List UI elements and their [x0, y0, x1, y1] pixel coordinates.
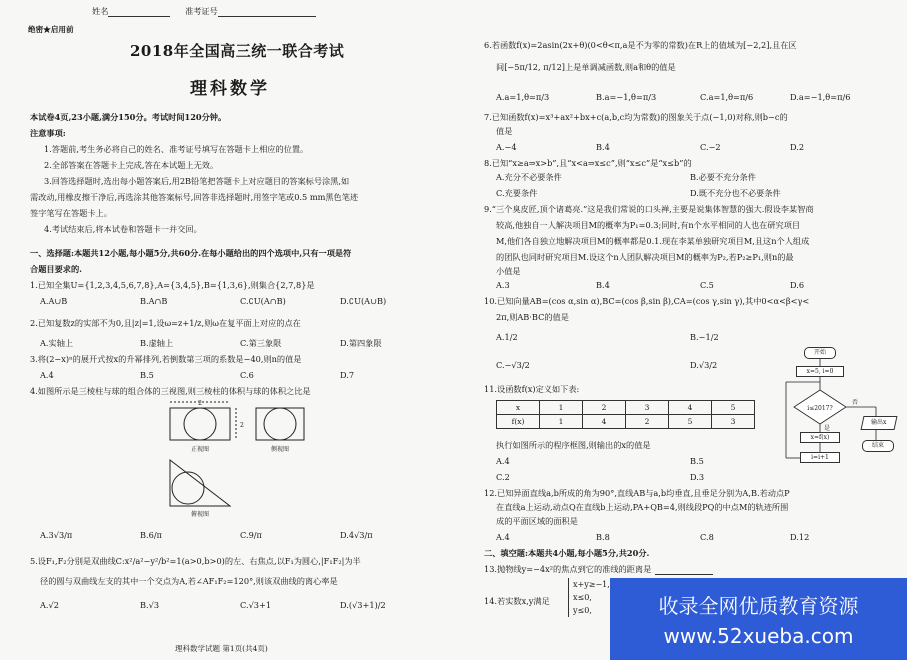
question-12-line2: 在直线a上运动,动点Q在直线b上运动,PA+QB=4,则线段PQ的中点M的轨迹所围 [496, 502, 789, 512]
table-cell: 1 [540, 415, 583, 429]
q1-option-b: B.A∩B [140, 296, 168, 306]
q2-option-c: C.第三象限 [240, 338, 282, 348]
flow-init: x=5, i=0 [796, 366, 844, 377]
exam-intro: 本试卷4页,23小题,满分150分。考试时间120分钟。 [30, 112, 227, 122]
question-8: 8.已知“x≥a⇒x>b”,且“x<a⇒x≤c”,则“x≤c”是“x≤b”的 [484, 158, 692, 168]
table-cell: 1 [540, 401, 583, 415]
top-view-circle [172, 472, 204, 504]
q3-option-d: D.7 [340, 370, 355, 380]
question-7-cont: 值是 [496, 126, 513, 136]
table-cell: f(x) [497, 415, 540, 429]
q6-option-a: A.a=1,θ=π/3 [496, 92, 550, 102]
note-4: 4.考试结束后,将本试卷和答题卡一并交回。 [44, 224, 202, 234]
question-5-cont: 径的圆与双曲线左支的其中一个交点为A,若∠AF₁F₂=120°,则该双曲线的离心率是 [40, 576, 338, 586]
q3-option-b: B.5 [140, 370, 154, 380]
q11-option-c: C.2 [496, 472, 510, 482]
q12-option-d: D.12 [790, 532, 810, 542]
flow-end: 结束 [862, 440, 894, 452]
q1-option-c: C.∁U(A∩B) [240, 296, 286, 306]
function-table [496, 400, 755, 429]
q8-option-a: A.充分不必要条件 [496, 172, 562, 182]
q4-option-d: D.4√3/π [340, 530, 373, 540]
q2-option-a: A.实轴上 [40, 338, 74, 348]
question-1: 1.已知全集U={1,2,3,4,5,6,7,8},A={3,4,5},B={1,3,6},则集合{2,7,8}是 [30, 280, 315, 290]
name-field [92, 6, 316, 17]
width-dim-label: 2 [198, 400, 202, 407]
section1-heading: 一、选择题:本题共12小题,每小题5分,共60分.在每小题给出的四个选项中,只有一项是符 [30, 248, 352, 258]
note-3-cont: 需改动,用橡皮擦干净后,再选涂其他答案标号,回答非选择题时,用签字笔或0.5 mm黑色笔迹 [30, 192, 359, 202]
note-1: 1.答题前,考生务必将自己的姓名、准考证号填写在答题卡上相应的位置。 [44, 144, 309, 154]
three-view-figure [160, 398, 320, 520]
question-6-cont: 间[−5π/12, π/12]上是单调减函数,则a和θ的值是 [496, 62, 676, 72]
front-view-rect [170, 408, 230, 440]
q5-option-a: A.√2 [40, 600, 59, 610]
table-cell: 3 [626, 401, 669, 415]
q1-option-d: D.∁U(A∪B) [340, 296, 387, 306]
q1-option-a: A.A∪B [40, 296, 68, 306]
q11-option-b: B.5 [690, 456, 704, 466]
side-view-circle [264, 408, 296, 440]
height-dim-label: 2 [240, 422, 244, 429]
question-13 [484, 564, 713, 575]
q5-option-b: B.√3 [140, 600, 160, 610]
question-10: 10.已知向量AB=(cos α,sin α),BC=(cos β,sin β),CA=(cos γ,sin γ),其中0<α<β<γ< [484, 296, 810, 306]
exam-title: 2018年全国高三统一联合考试 [130, 42, 345, 60]
question-12: 12.已知异面直线a,b所成的角为90°,直线AB与a,b均垂直,且垂足分别为A,B.若动点P [484, 488, 790, 498]
q2-option-b: B.虚轴上 [140, 338, 174, 348]
flow-output-label: 输出x [871, 419, 887, 426]
question-9-line3: M,他们各自独立地解决项目M的概率都是0.1.现在李某单独研究项目M,且这n个人组成 [496, 236, 810, 246]
constraint-system [568, 578, 610, 617]
table-cell: 3 [712, 415, 755, 429]
answer-blank [655, 573, 713, 575]
flowchart-connectors [780, 340, 902, 474]
q6-option-d: D.a=−1,θ=π/6 [790, 92, 851, 102]
question-9-line2: 较高,他独自一人解决项目M的概率为P₁=0.3;同时,有n个水平相同的人也在研究项目 [496, 220, 801, 230]
question-12-line3: 成的平面区域的面积是 [496, 516, 578, 526]
q6-option-b: B.a=−1,θ=π/3 [596, 92, 657, 102]
table-cell: 4 [669, 401, 712, 415]
question-9-line4: 的团队也同时研究项目M.设这个n人团队解决项目M的概率为P₂,若P₂≥P₁,则n的最 [496, 252, 794, 262]
section2-heading: 二、填空题:本题共4小题,每小题5分,共20分. [484, 548, 650, 558]
q8-option-c: C.充要条件 [496, 188, 538, 198]
q7-option-c: C.−2 [700, 142, 721, 152]
q7-option-a: A.−4 [496, 142, 517, 152]
q7-option-b: B.4 [596, 142, 610, 152]
question-5: 5.设F₁,F₂分别是双曲线C:x²/a²−y²/b²=1(a>0,b>0)的左、右焦点,以F₁为圆心,|F₁F₂|为半 [30, 556, 361, 566]
note-3: 3.回答选择题时,选出每小题答案后,用2B铅笔把答题卡上对应题目的答案标号涂黑,如 [44, 176, 350, 186]
notes-title: 注意事项: [30, 128, 66, 138]
condition-text: i≤2017? [807, 405, 833, 412]
table-cell: x [497, 401, 540, 415]
question-2: 2.已知复数z的实部不为0,且|z|=1,设ω=z+1/z,则ω在复平面上对应的点在 [30, 318, 301, 328]
flow-increment: i=i+1 [800, 452, 840, 463]
yes-label: 是 [824, 425, 831, 432]
note-2: 2.全部答案在答题卡上完成,答在本试题上无效。 [44, 160, 219, 170]
flow-start: 开始 [804, 347, 836, 359]
q5-option-c: C.√3+1 [240, 600, 272, 610]
constraint-2: x≤0, [573, 593, 592, 602]
table-cell: 2 [583, 401, 626, 415]
q6-option-c: C.a=1,θ=π/6 [700, 92, 754, 102]
side-view-rect [256, 408, 304, 440]
subject-title: 理科数学 [190, 79, 270, 99]
q11-option-a: A.4 [496, 456, 510, 466]
q11-option-d: D.3 [690, 472, 705, 482]
left-footer: 理科数学试题 第1页(共4页) [175, 644, 268, 653]
question-4: 4.如图所示是三棱柱与球的组合体的三视图,则三棱柱的体积与球的体积之比是 [30, 386, 311, 396]
side-view-label: 侧视图 [270, 446, 290, 453]
table-cell: 5 [712, 401, 755, 415]
watermark-url[interactable]: www.52xueba.com [663, 624, 854, 648]
q9-option-d: D.6 [790, 280, 805, 290]
q7-option-d: D.2 [790, 142, 805, 152]
flow-assign: x=f(x) [800, 432, 840, 443]
q3-option-c: C.6 [240, 370, 254, 380]
flow-output [861, 416, 898, 430]
question-11-ask: 执行如图所示的程序框图,则输出的x的值是 [496, 440, 651, 450]
question-11: 11.设函数f(x)定义如下表: [484, 384, 580, 394]
id-label: 准考证号 [185, 6, 218, 16]
question-3: 3.将(2−x)ⁿ的展开式按x的升幂排列,若倒数第三项的系数是−40,则n的值是 [30, 354, 302, 364]
q2-option-d: D.第四象限 [340, 338, 382, 348]
name-label: 姓名 [92, 6, 109, 16]
question-9-line5: 小值是 [496, 266, 521, 276]
question-14: 14.若实数x,y满足 [484, 596, 550, 606]
question-13-text: 13.抛物线y=−4x²的焦点到它的准线的距离是 [484, 564, 652, 574]
top-view-label: 俯视图 [190, 511, 210, 518]
table-cell: 5 [669, 415, 712, 429]
q12-option-c: C.8 [700, 532, 714, 542]
front-view-circle [184, 408, 216, 440]
front-view-label: 正视图 [190, 446, 210, 453]
q9-option-a: A.3 [496, 280, 510, 290]
constraint-3: y≤0, [573, 606, 592, 615]
question-9: 9.“三个臭皮匠,顶个诸葛亮.”这是我们常说的口头禅,主要是说集体智慧的强大.假设李某智商 [484, 204, 814, 214]
q4-option-c: C.9/π [240, 530, 262, 540]
section1-heading-cont: 合题目要求的. [30, 264, 82, 274]
q10-option-d: D.√3/2 [690, 360, 718, 370]
q4-option-b: B.6/π [140, 530, 162, 540]
table-cell: 4 [583, 415, 626, 429]
constraint-1: x+y≥−1, [573, 580, 610, 589]
q8-option-d: D.既不充分也不必要条件 [690, 188, 781, 198]
q9-option-b: B.4 [596, 280, 610, 290]
no-label: 否 [852, 399, 859, 406]
secret-label: 绝密★启用前 [28, 25, 74, 34]
table-row-fx [497, 415, 755, 429]
table-row-x [497, 401, 755, 415]
q12-option-a: A.4 [496, 532, 510, 542]
question-10-cont: 2π,则AB·BC的值是 [496, 312, 569, 322]
question-6: 6.若函数f(x)=2asin(2x+θ)(0<θ<π,a是不为零的常数)在R上的值域为[−2,2],且在区 [484, 40, 797, 50]
q10-option-b: B.−1/2 [690, 332, 719, 342]
table-cell: 2 [626, 415, 669, 429]
q10-option-c: C.−√3/2 [496, 360, 530, 370]
question-7: 7.已知函数f(x)=x³+ax²+bx+c(a,b,c均为常数)的图象关于点(−1,0)对称,则b−c的 [484, 112, 788, 122]
q10-option-a: A.1/2 [496, 332, 518, 342]
q4-option-a: A.3√3/π [40, 530, 73, 540]
q8-option-b: B.必要不充分条件 [690, 172, 756, 182]
q5-option-d: D.(√3+1)/2 [340, 600, 386, 610]
q3-option-a: A.4 [40, 370, 54, 380]
note-3-end: 签字笔写在答题卡上。 [30, 208, 112, 218]
q9-option-c: C.5 [700, 280, 714, 290]
watermark-line1: 收录全网优质教育资源 [658, 594, 859, 618]
q12-option-b: B.8 [596, 532, 610, 542]
